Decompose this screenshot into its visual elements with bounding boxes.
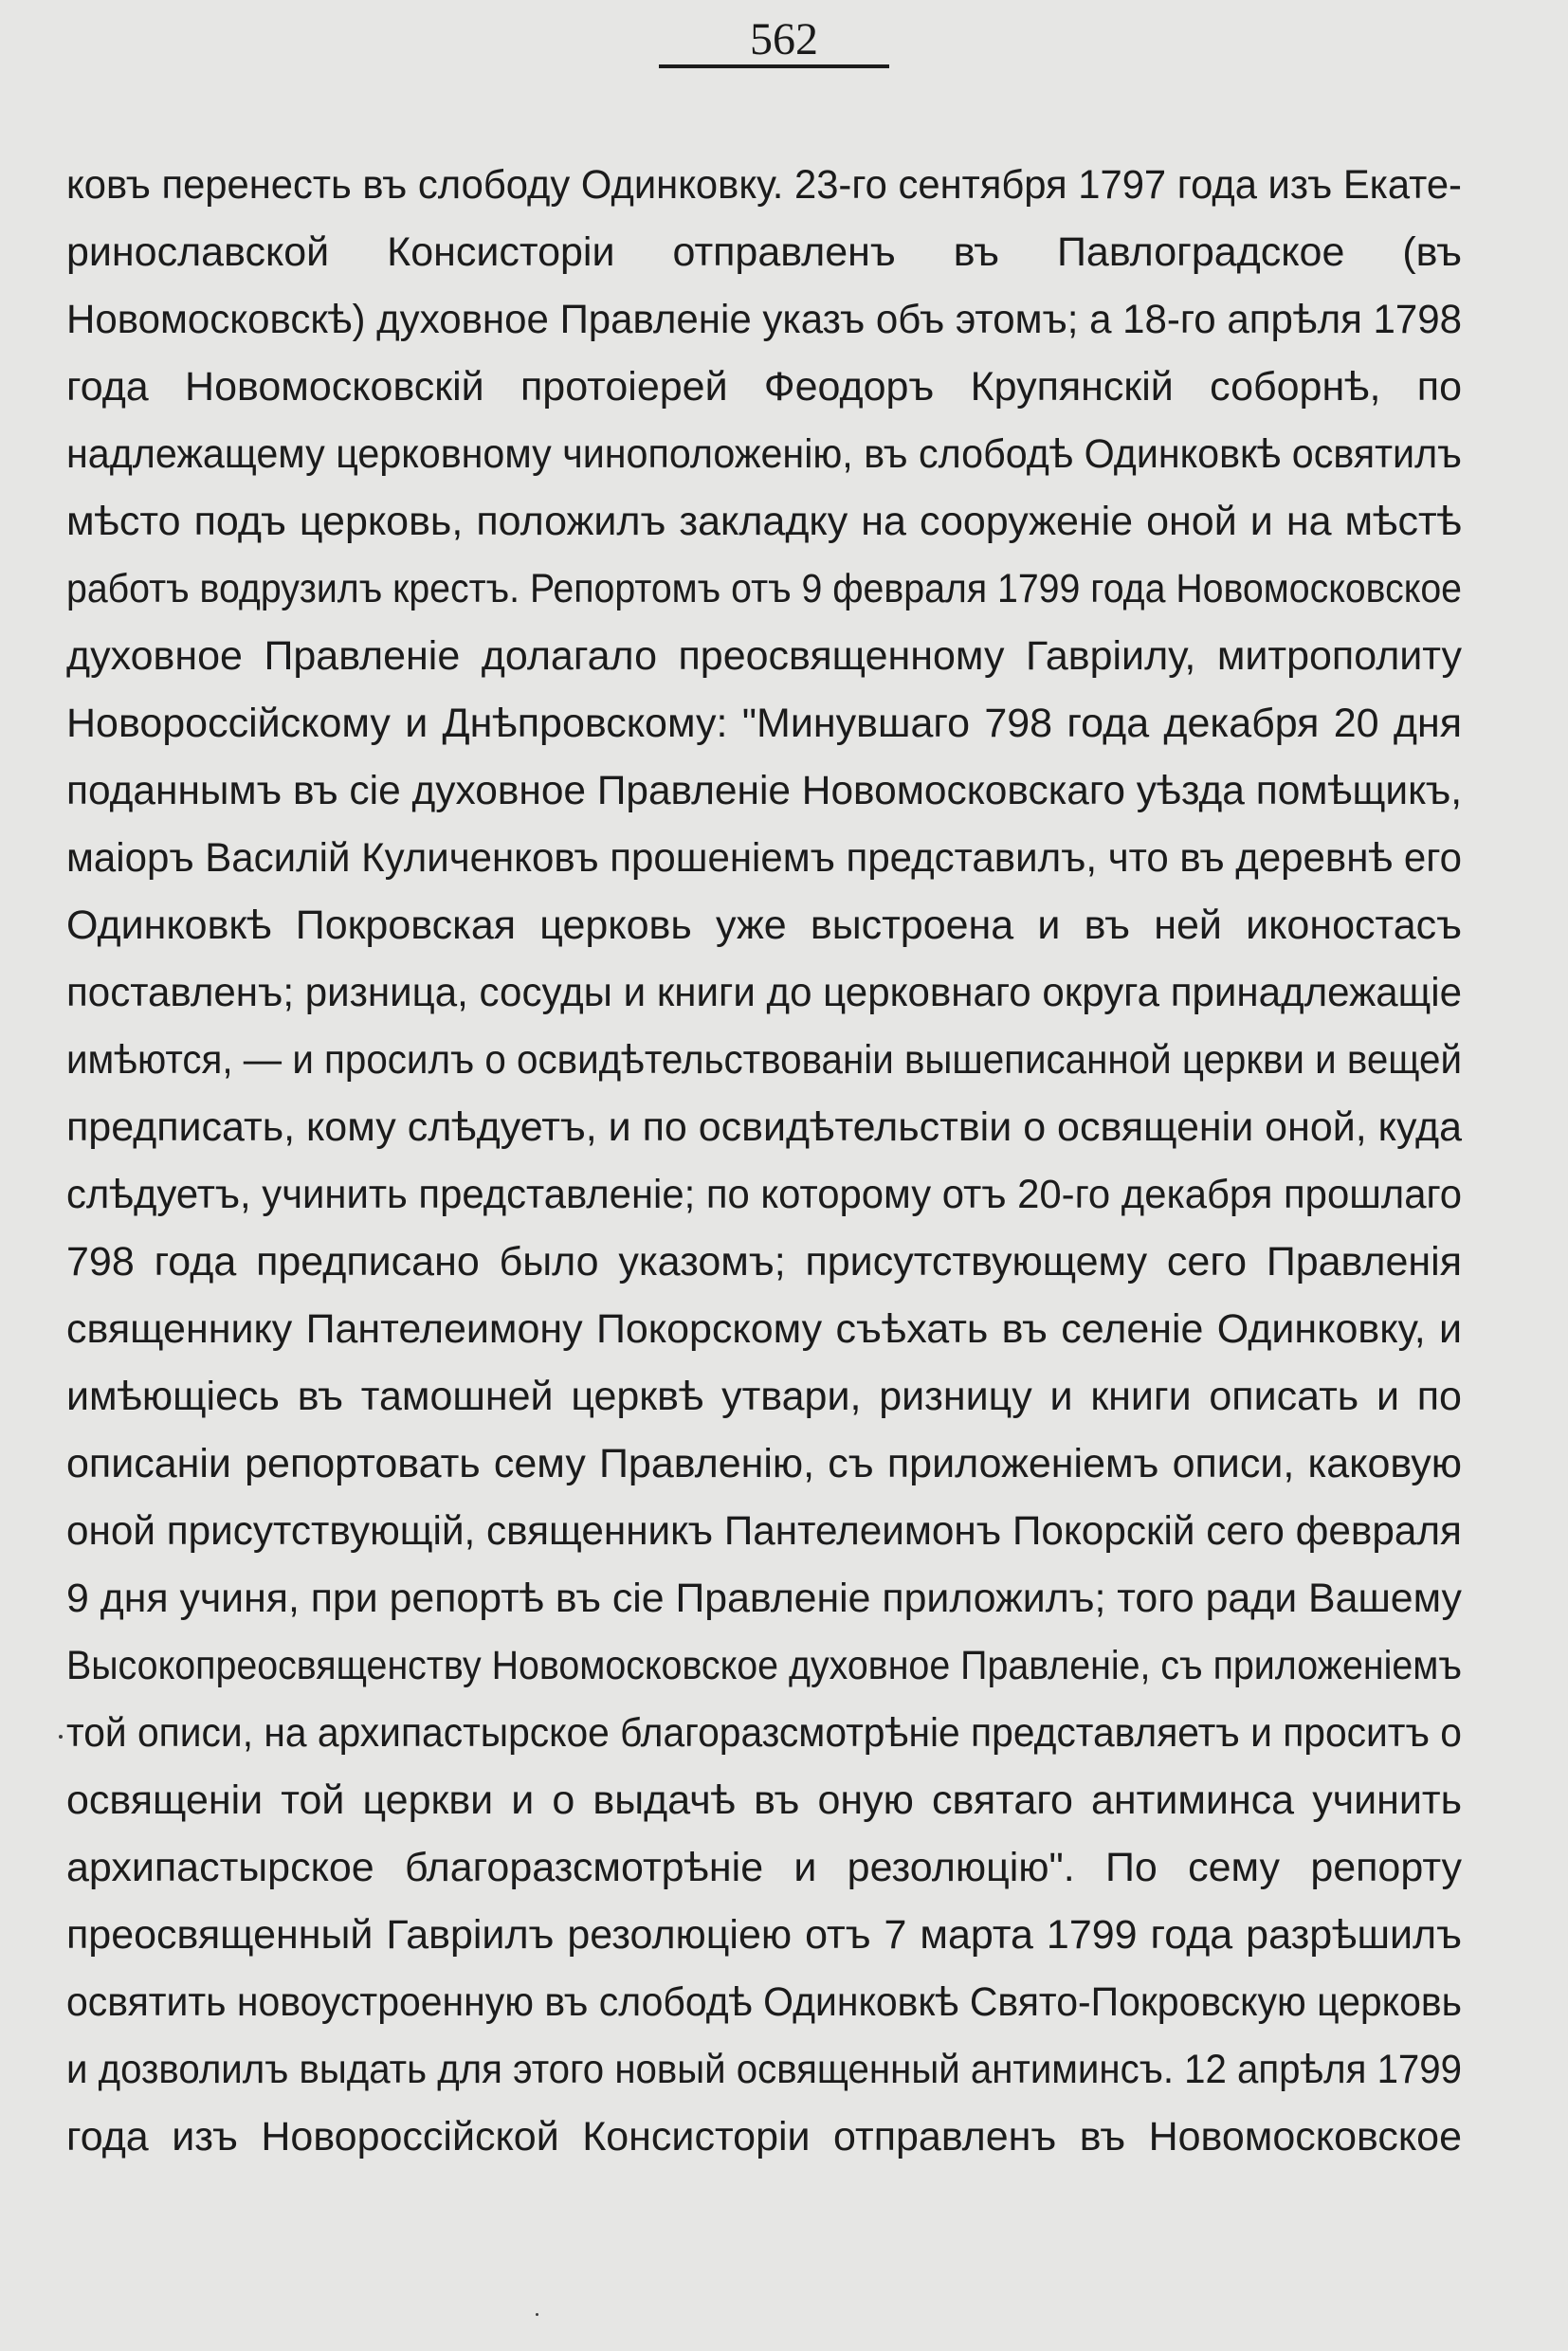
text-line: года изъ Новороссійской Консисторіи отправленъ въ Новомосковское [66, 2114, 1462, 2160]
text-line: поставленъ; ризница, сосуды и книги до церковнаго округа принадлежащіе [66, 970, 1462, 1015]
text-line: Новомосковскѣ) духовное Правленіе указъ объ этомъ; а 18-го апрѣля 1798 [66, 297, 1463, 342]
text-line: Одинковкѣ Покровская церковь уже выстроена и въ ней иконостасъ [66, 902, 1462, 948]
text-line: Высокопреосвященству Новомосковское духовное Правленіе, съ приложеніемъ [66, 1643, 1462, 1688]
text-line: и дозволилъ выдать для этого новый освященный антиминсъ. 12 апрѣля 1799 [66, 2047, 1463, 2092]
text-line: мѣсто подъ церковь, положилъ закладку на сооруженіе оной и на мѣстѣ [66, 499, 1462, 544]
text-line: Новороссійскому и Днѣпровскому: "Минувшаго 798 года декабря 20 дня [66, 701, 1463, 746]
text-line: слѣдуетъ, учинить представленіе; по которому отъ 20-го декабря прошлаго [66, 1172, 1463, 1217]
page-number: 562 [750, 14, 818, 64]
text-line: той описи, на архипастырское благоразсмотрѣніе представляетъ и проситъ о [66, 1710, 1462, 1756]
text-line: описаніи репортовать сему Правленію, съ приложеніемъ описи, каковую [66, 1441, 1463, 1486]
text-line: 798 года предписано было указомъ; присутствующему сего Правленія [66, 1239, 1463, 1285]
text-line: ринославской Консисторіи отправленъ въ Павлоградское (въ [66, 229, 1462, 275]
paper-speck [59, 1735, 63, 1739]
text-line: освятить новоустроенную въ слободѣ Одинковкѣ Свято-Покровскую церковь [66, 1979, 1462, 2025]
text-line: ковъ перенесть въ слободу Одинковку. 23-го сентября 1797 года изъ Екате- [66, 162, 1462, 208]
text-line: духовное Правленіе долагало преосвященному Гавріилу, митрополиту [66, 633, 1462, 679]
text-line: маіоръ Василій Куличенковъ прошеніемъ представилъ, что въ деревнѣ его [66, 835, 1463, 881]
text-line: поданнымъ въ сіе духовное Правленіе Новомосковскаго уѣзда помѣщикъ, [66, 768, 1463, 813]
text-line: оной присутствующій, священникъ Пантелеимонъ Покорскій сего февраля [66, 1508, 1462, 1554]
header-rule [659, 64, 889, 68]
text-line: преосвященный Гавріилъ резолюціею отъ 7 марта 1799 года разрѣшилъ [66, 1912, 1462, 1958]
text-line: года Новомосковскій протоіерей Феодоръ Крупянскій соборнѣ, по [66, 364, 1462, 410]
text-line: священнику Пантелеимону Покорскому съѣхать въ селеніе Одинковку, и [66, 1306, 1463, 1352]
text-line: работъ водрузилъ крестъ. Репортомъ отъ 9 февраля 1799 года Новомосковское [66, 566, 1462, 611]
text-line: имѣющіесь въ тамошней церквѣ утвари, ризницу и книги описать и по [66, 1374, 1462, 1419]
text-line: 9 дня учиня, при репортѣ въ сіе Правленіе приложилъ; того ради Вашему [66, 1576, 1462, 1621]
text-line: архипастырское благоразсмотрѣніе и резолюцію". По сему репорту [66, 1845, 1462, 1890]
paper-speck [536, 2313, 538, 2316]
text-line: освященіи той церкви и о выдачѣ въ оную святаго антиминса учинить [66, 1777, 1462, 1823]
text-line: имѣются, — и просилъ о освидѣтельствованіи вышеписанной церкви и вещей [66, 1037, 1463, 1083]
text-line: надлежащему церковному чиноположенію, въ слободѣ Одинковкѣ освятилъ [66, 431, 1462, 477]
page-text [66, 152, 1462, 2171]
text-line: предписать, кому слѣдуетъ, и по освидѣтельствіи о освященіи оной, куда [66, 1104, 1463, 1150]
